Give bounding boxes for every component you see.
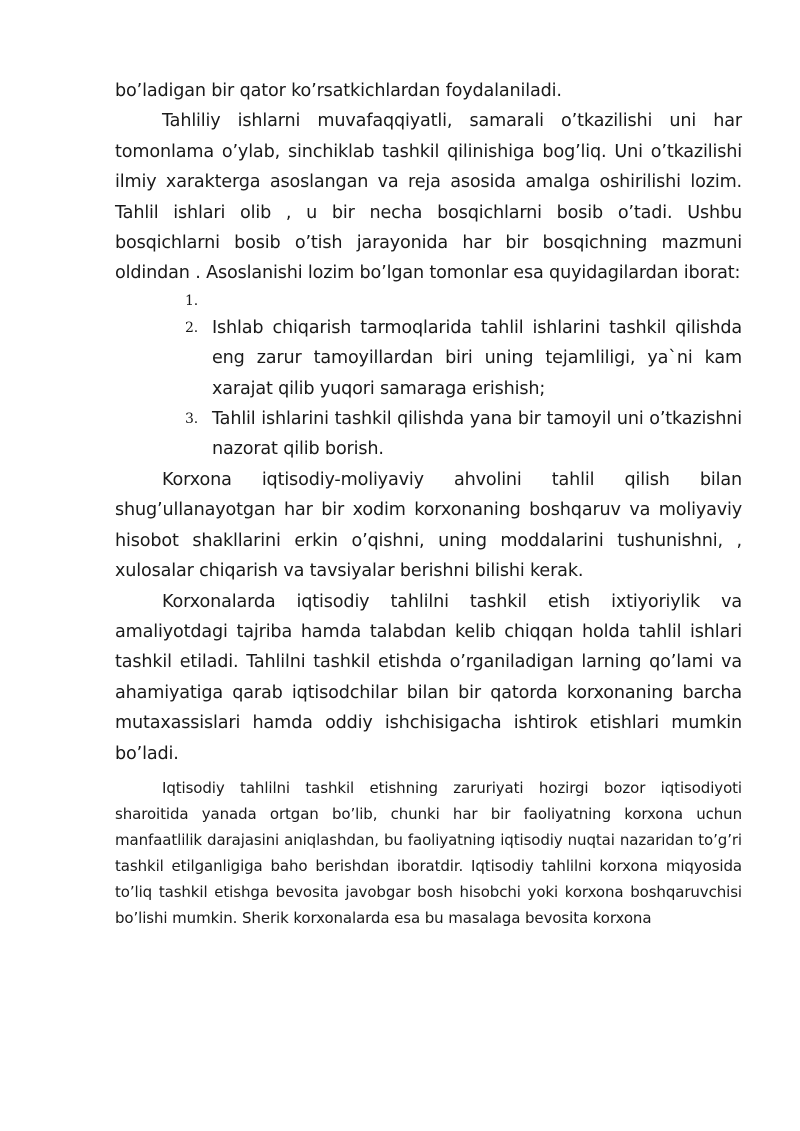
- list-item-text: Tahlil ishlarini tashkil qilishda yana bir tamoyil uni o’tkazishni nazorat qilib borish.: [212, 409, 742, 460]
- list-item: [115, 289, 742, 313]
- document-page: [115, 76, 742, 931]
- list-number: 2.: [185, 319, 199, 336]
- numbered-list: [115, 289, 742, 465]
- paragraph-zaruriyat: Iqtisodiy tahlilni tashkil etishning zaruriyati hozirgi bozor iqtisodiyoti sharoitida yanada ortgan bo’lib, chunki har bir faoliyatning korxona uchun manfaatlilik darajasini aniqlashdan, bu faoliyatning iqtisodiy nuqtai nazaridan to’g’ri tashkil etilganligiga baho berishdan iboratdir. Iqtisodiy tahlilni korxona miqyosida to’liq tashkil etishga bevosita javobgar bosh hisobchi yoki korxona boshqaruvchisi bo’lishi mumkin. Sherik korxonalarda esa bu masalaga bevosita korxona: [115, 778, 742, 927]
- list-item-text: Ishlab chiqarish tarmoqlarida tahlil ishlarini tashkil qilishda eng zarur tamoyillardan biri uning tejamliligi, ya`ni kam xarajat qilib yuqori samaraga erishish;: [212, 317, 742, 399]
- paragraph-continuation: bo’ladigan bir qator ko’rsatkichlardan foydalaniladi.: [115, 81, 562, 101]
- list-number: 3.: [185, 411, 199, 428]
- list-number: 1.: [185, 292, 199, 309]
- paragraph-korxona-iqtisodiy: Korxona iqtisodiy-moliyaviy ahvolini tahlil qilish bilan shug’ullanayotgan har bir xodim korxonaning boshqaruv va moliyaviy hisobot shakllarini erkin o’qishni, uning moddalarini tushunishni, , xulosalar chiqarish va tavsiyalar berishni bilishi kerak.: [115, 469, 742, 582]
- paragraph-tahliliy-ishlar: Tahliliy ishlarni muvafaqqiyatli, samarali o’tkazilishi uni har tomonlama o’ylab, sinchiklab tashkil qilinishiga bog’liq. Uni o’tkazilishi ilmiy xarakterga asoslangan va reja asosida amalga oshirilishi lozim. Tahlil ishlari olib , u bir necha bosqichlarni bosib o’tadi. Ushbu bosqichlarni bosib o’tish jarayonida har bir bosqichning mazmuni oldindan . Asoslanishi lozim bo’lgan tomonlar esa quyidagilardan iborat:: [115, 111, 742, 284]
- list-item: [115, 404, 742, 465]
- paragraph-korxonalarda: Korxonalarda iqtisodiy tahlilni tashkil etish ixtiyoriylik va amaliyotdagi tajriba hamda talabdan kelib chiqqan holda tahlil ishlari tashkil etiladi. Tahlilni tashkil etishda o’rganiladigan larning qo’lami va ahamiyatiga qarab iqtisodchilar bilan bir qatorda korxonaning barcha mutaxassislari hamda oddiy ishchisigacha ishtirok etishlari mumkin bo’ladi.: [115, 591, 742, 764]
- list-item: [115, 313, 742, 404]
